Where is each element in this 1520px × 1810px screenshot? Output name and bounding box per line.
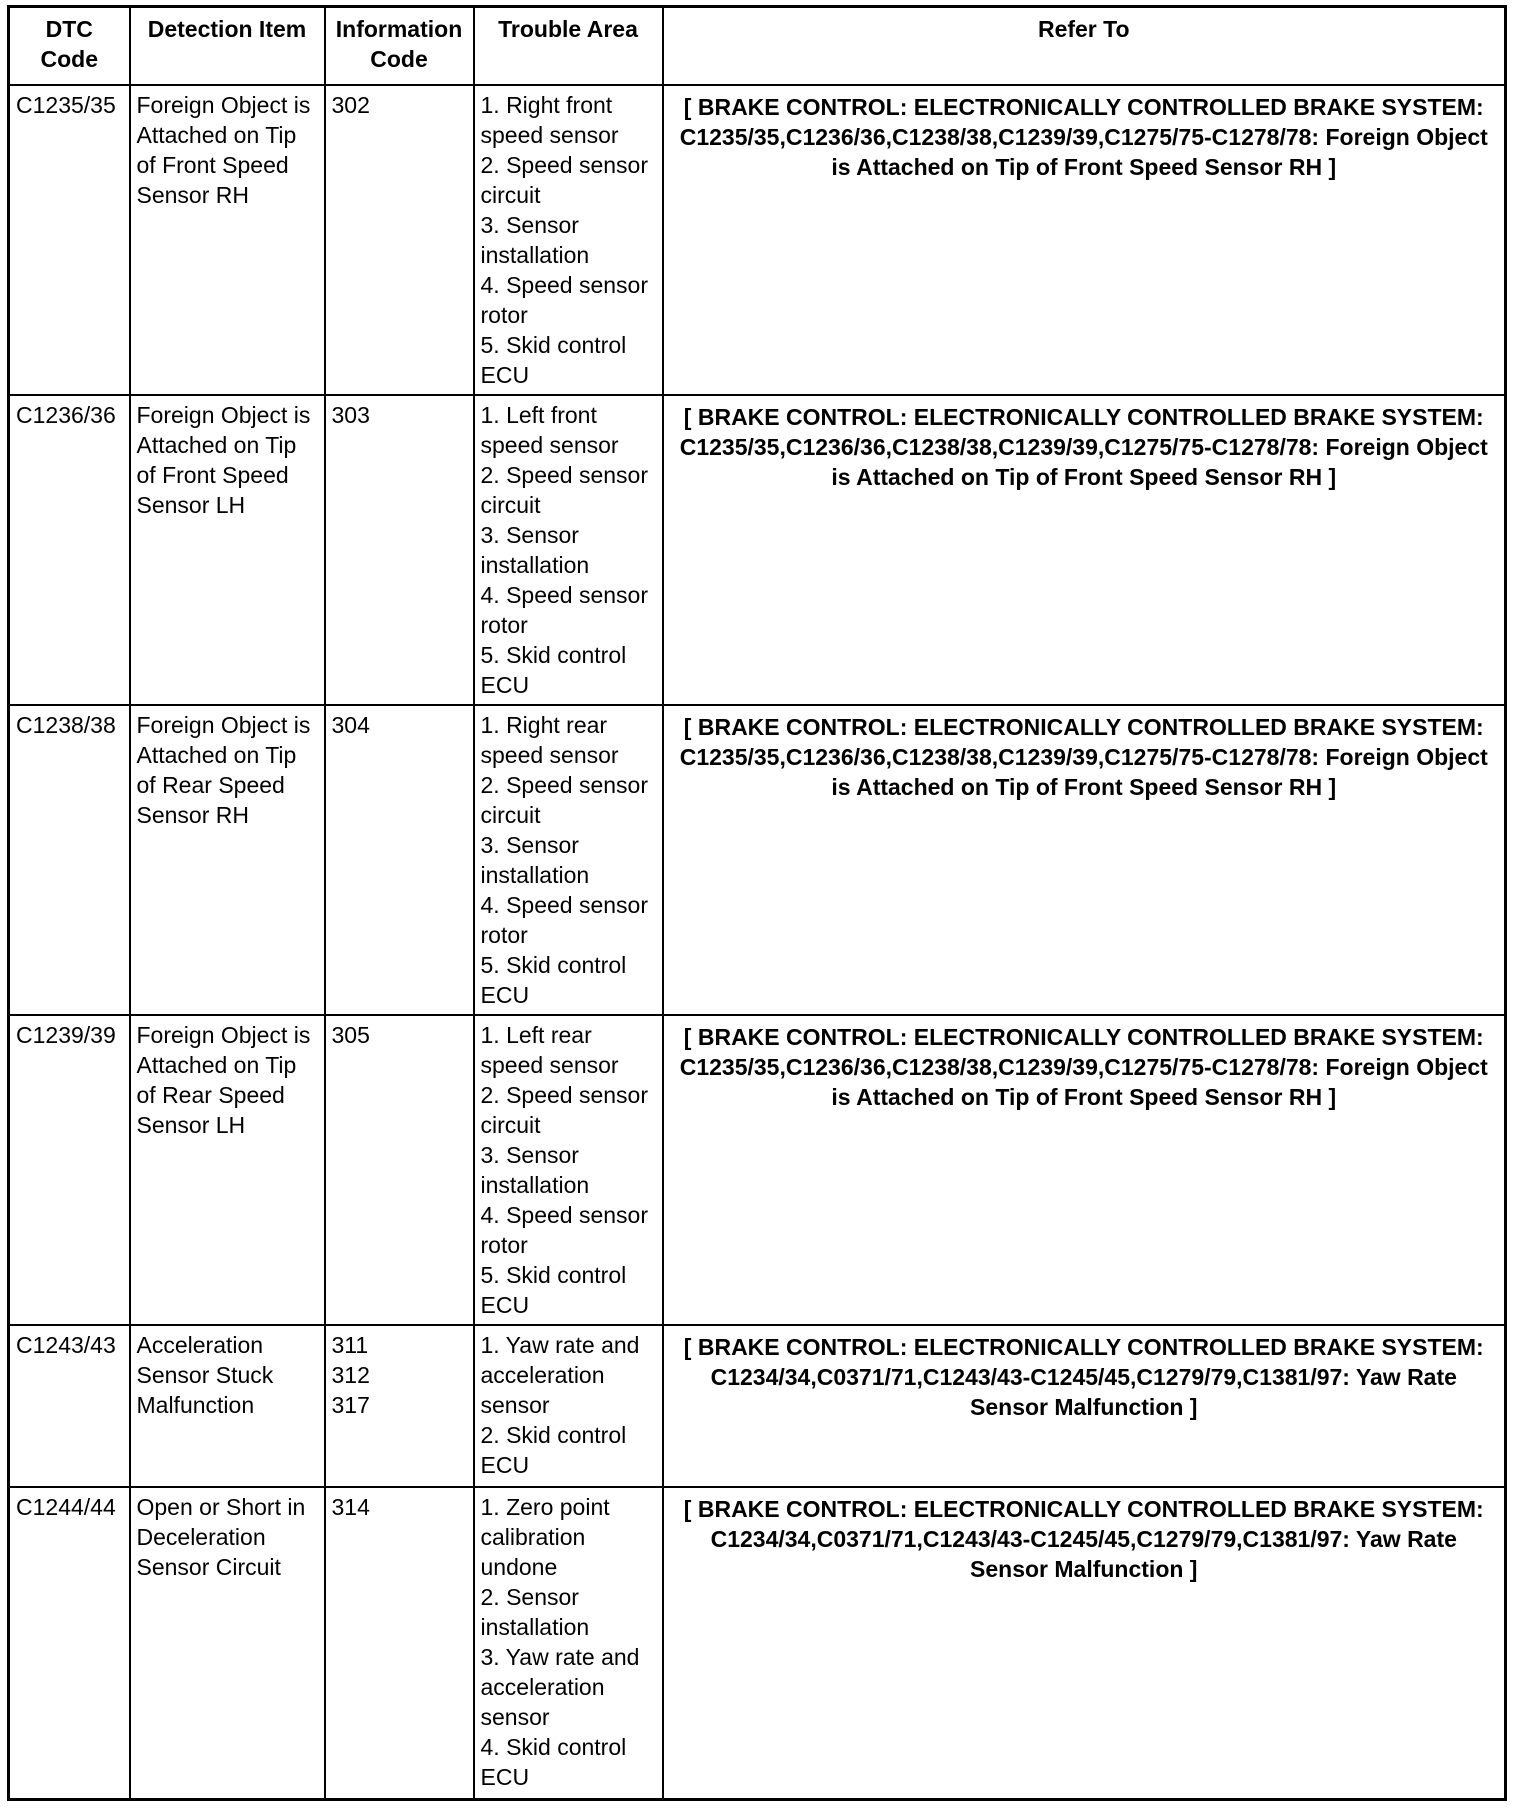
- table-row: [9, 1325, 1506, 1487]
- refer-to-link[interactable]: [ BRAKE CONTROL: ELECTRONICALLY CONTROLLED BRAKE SYSTEM: C1235/35,C1236/36,C1238/38,C1239/39,C1275/75-C1278/78: Foreign Object is Attached on Tip of Front Speed Sensor RH ]: [679, 1024, 1488, 1110]
- refer-to-link[interactable]: [ BRAKE CONTROL: ELECTRONICALLY CONTROLLED BRAKE SYSTEM: C1234/34,C0371/71,C1243/43-C1245/45,C1279/79,C1381/97: Yaw Rate Sensor Malfunction ]: [683, 1334, 1484, 1420]
- table-row: [9, 705, 1506, 1015]
- dtc-code-cell: C1238/38: [9, 705, 130, 1015]
- refer-to-link[interactable]: [ BRAKE CONTROL: ELECTRONICALLY CONTROLLED BRAKE SYSTEM: C1235/35,C1236/36,C1238/38,C1239/39,C1275/75-C1278/78: Foreign Object is Attached on Tip of Front Speed Sensor RH ]: [679, 714, 1488, 800]
- trouble-area-cell: 1. Right front speed sensor 2. Speed sensor circuit 3. Sensor installation 4. Speed sensor rotor 5. Skid control ECU: [474, 85, 663, 395]
- detection-item-cell: Foreign Object is Attached on Tip of Rear Speed Sensor LH: [130, 1015, 325, 1325]
- table-row: [9, 85, 1506, 395]
- detection-item-cell: Foreign Object is Attached on Tip of Front Speed Sensor LH: [130, 395, 325, 705]
- table-row: [9, 395, 1506, 705]
- header-refer-to: Refer To: [663, 7, 1506, 86]
- information-code-cell: 305: [325, 1015, 474, 1325]
- information-code-cell: 311 312 317: [325, 1325, 474, 1487]
- header-detection-item: Detection Item: [130, 7, 325, 86]
- trouble-area-cell: 1. Yaw rate and acceleration sensor 2. Skid control ECU: [474, 1325, 663, 1487]
- information-code-cell: 303: [325, 395, 474, 705]
- refer-to-cell: [663, 1015, 1506, 1325]
- information-code-cell: 302: [325, 85, 474, 395]
- refer-to-cell: [663, 1325, 1506, 1487]
- table-row: [9, 1015, 1506, 1325]
- dtc-code-cell: C1236/36: [9, 395, 130, 705]
- table-header-row: [9, 7, 1506, 86]
- table-row: [9, 1487, 1506, 1799]
- detection-item-cell: Foreign Object is Attached on Tip of Rear Speed Sensor RH: [130, 705, 325, 1015]
- information-code-cell: 314: [325, 1487, 474, 1799]
- information-code-cell: 304: [325, 705, 474, 1015]
- dtc-table: [7, 5, 1507, 1801]
- detection-item-cell: Open or Short in Deceleration Sensor Circuit: [130, 1487, 325, 1799]
- dtc-code-cell: C1235/35: [9, 85, 130, 395]
- refer-to-cell: [663, 1487, 1506, 1799]
- refer-to-cell: [663, 85, 1506, 395]
- trouble-area-cell: 1. Right rear speed sensor 2. Speed sensor circuit 3. Sensor installation 4. Speed sensor rotor 5. Skid control ECU: [474, 705, 663, 1015]
- trouble-area-cell: 1. Zero point calibration undone 2. Sensor installation 3. Yaw rate and acceleration sensor 4. Skid control ECU: [474, 1487, 663, 1799]
- dtc-code-cell: C1244/44: [9, 1487, 130, 1799]
- refer-to-link[interactable]: [ BRAKE CONTROL: ELECTRONICALLY CONTROLLED BRAKE SYSTEM: C1235/35,C1236/36,C1238/38,C1239/39,C1275/75-C1278/78: Foreign Object is Attached on Tip of Front Speed Sensor RH ]: [679, 404, 1488, 490]
- trouble-area-cell: 1. Left rear speed sensor 2. Speed sensor circuit 3. Sensor installation 4. Speed sensor rotor 5. Skid control ECU: [474, 1015, 663, 1325]
- header-dtc-code: DTC Code: [9, 7, 130, 86]
- refer-to-cell: [663, 705, 1506, 1015]
- header-information-code: Information Code: [325, 7, 474, 86]
- refer-to-cell: [663, 395, 1506, 705]
- detection-item-cell: Acceleration Sensor Stuck Malfunction: [130, 1325, 325, 1487]
- refer-to-link[interactable]: [ BRAKE CONTROL: ELECTRONICALLY CONTROLLED BRAKE SYSTEM: C1235/35,C1236/36,C1238/38,C1239/39,C1275/75-C1278/78: Foreign Object is Attached on Tip of Front Speed Sensor RH ]: [679, 94, 1488, 180]
- dtc-code-cell: C1239/39: [9, 1015, 130, 1325]
- header-trouble-area: Trouble Area: [474, 7, 663, 86]
- trouble-area-cell: 1. Left front speed sensor 2. Speed sensor circuit 3. Sensor installation 4. Speed sensor rotor 5. Skid control ECU: [474, 395, 663, 705]
- refer-to-link[interactable]: [ BRAKE CONTROL: ELECTRONICALLY CONTROLLED BRAKE SYSTEM: C1234/34,C0371/71,C1243/43-C1245/45,C1279/79,C1381/97: Yaw Rate Sensor Malfunction ]: [683, 1496, 1484, 1582]
- dtc-code-cell: C1243/43: [9, 1325, 130, 1487]
- detection-item-cell: Foreign Object is Attached on Tip of Front Speed Sensor RH: [130, 85, 325, 395]
